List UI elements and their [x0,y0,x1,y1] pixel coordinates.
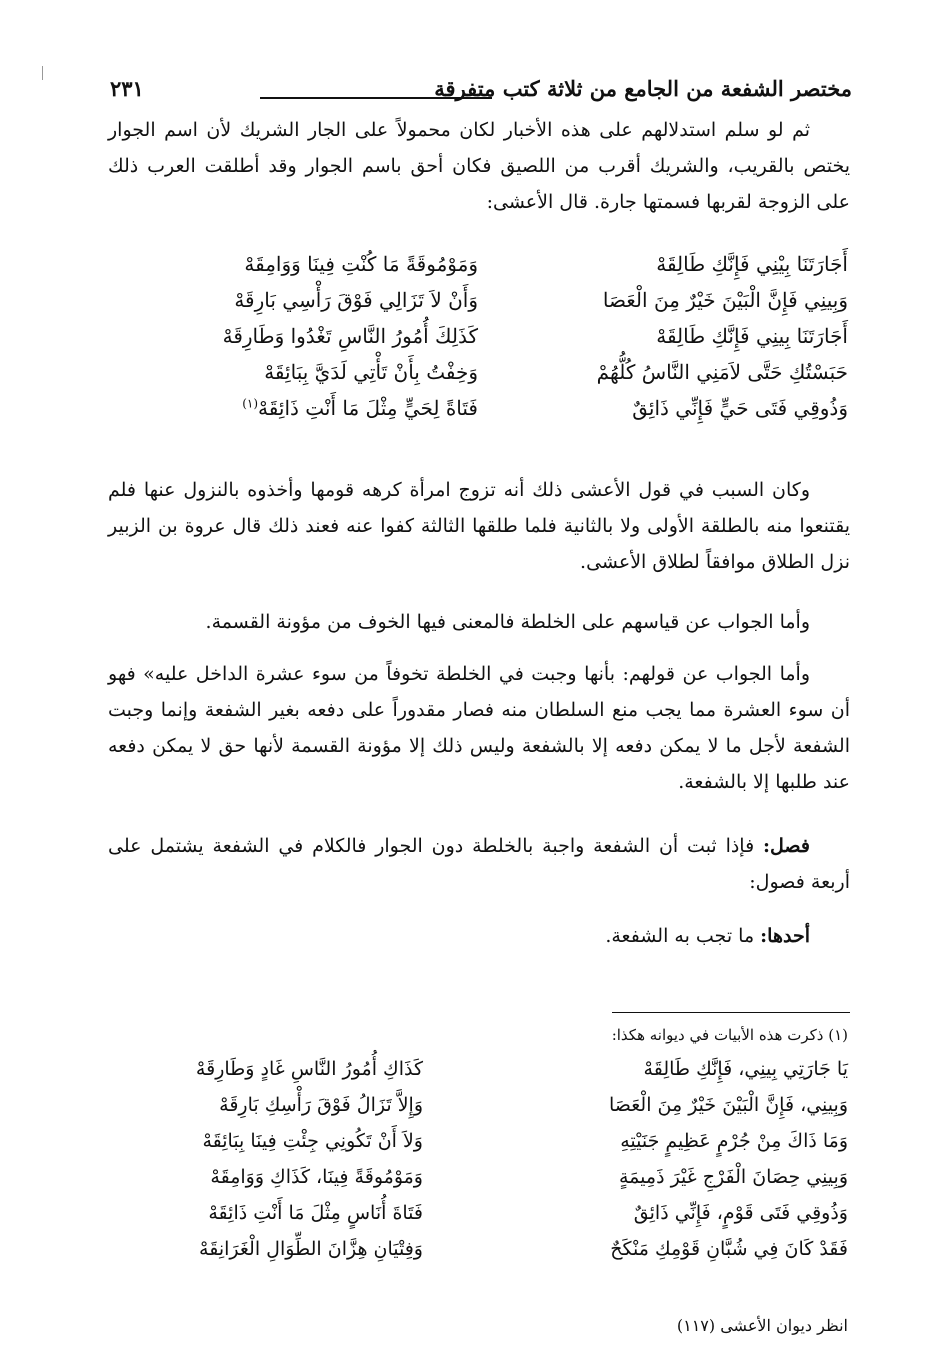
poem-verse [158,324,848,360]
poem-verse [158,360,848,396]
footnote-hemistich-first: وَبِينِي، فَإِنَّ الْبَيْنَ خَيْرٌ مِنَ الْعَصَا [608,1094,848,1116]
paragraph-1: ثم لو سلم استدلالهم على هذه الأخبار لكان محمولاً على الجار الشريك لأن اسم الجوار يختص بالقريب، والشريك أقرب من اللصيق فكان أحق باسم الجوار وقد أطلقت العرب ذلك على الزوجة لقربها فسمتها جارة. قال الأعشى: [108,119,850,213]
footnote-hemistich-second: فَتَاةَ أُنَاسٍ مِثْلَ مَا أَنْتِ ذَائِقَهْ [208,1202,423,1224]
page-number: ٢٣١ [110,76,144,101]
poem-hemistich-second: وَأَنْ لاَ تَزَالِي فَوْقَ رَأْسِي بَارِقَهْ [234,288,478,312]
footnote-verse [78,1094,848,1130]
poem-hemistich-first: حَبَسْتُكِ حَتَّى لاَمَنِي النَّاسُ كُلُّهُمْ [596,360,848,384]
poem-hemistich-second [158,396,478,420]
footnote-hemistich-first: وَذُوقِي فَتَى قَوْمٍ، فَإِنِّي ذَائِقٌ [633,1202,848,1224]
paragraph-4: وأما الجواب عن قولهم: بأنها وجبت في الخلطة تخوفاً من سوء عشرة الداخل عليه» فهو أن سوء العشرة مما يجب منع السلطان منه فصار مقدوراً على دفعه بغير الشفعة وإنما وجبت الشفعة لأجل ما لا يمكن دفعه إلا بالشفعة وليس ذلك إلا مؤونة القسمة لأنها حق لا يمكن دفعه عند طلبها إلا بالشفعة. [108,663,850,793]
footnote-intro: (١) ذكرت هذه الأبيات في ديوانه هكذا: [611,1026,848,1044]
footnote-verse [78,1058,848,1094]
paragraph-3: وأما الجواب عن قياسهم على الخلطة فالمعنى فيها الخوف من مؤونة القسمة. [205,611,810,633]
running-title: مختصر الشفعة من الجامع من ثلاثة كتب متفرقة [434,76,852,101]
footnote-reference[interactable]: (١) [242,396,259,411]
footnote-hemistich-first: وَبِينِي حِصَانَ الْفَرْجِ غَيْرَ ذَمِيمَةٍ [618,1166,848,1188]
footnote-hemistich-second: وَمَوْمُوقَةً فِينَا، كَذَاكِ وَوَامِقَهْ [210,1166,423,1188]
footnote-hemistich-second: وَلاَ أَنْ تَكُونِي جِئْتِ فِينَا بِبَائِقَهْ [202,1130,423,1152]
section-heading: فصل: [763,835,810,857]
poem-hemistich-second: وَمَوْمُوقَةً مَا كُنْتِ فِينَا وَوَامِقَهْ [244,252,478,276]
poem-hemistich-first: أَجَارَتَنَا بِينِي فَإِنَّكِ طَالِقَهْ [656,324,848,348]
poem-hemistich-first: وَبِينِي فَإِنَّ الْبَيْنَ خَيْرٌ مِنَ الْعَصَا [602,288,848,312]
paragraph-2: وكان السبب في قول الأعشى ذلك أنه تزوج امرأة كرهه قومها وأخذوه بالنزول عنها فلم يقتنعوا منه بالطلقة الأولى ولا بالثانية فلما طلقها الثالثة كفوا عنه فعند ذلك قال عروة بن الزبير نزل الطلاق موافقاً لطلاق الأعشى. [108,479,850,573]
footnote-hemistich-second: كَذَاكِ أُمُورُ النَّاسِ غَادٍ وَطَارِقَهْ [195,1058,423,1080]
footnote-verse [78,1238,848,1274]
paragraph-6-text: ما تجب به الشفعة. [605,925,761,947]
header-rule [260,97,492,99]
footnote-hemistich-first: وَمَا ذَاكَ مِنْ جُرْمٍ عَظِيمٍ جَنَيْتِهِ [620,1130,848,1152]
footnote-source: انظر ديوان الأعشى (١١٧) [676,1316,848,1335]
footnote-verse [78,1202,848,1238]
poem-verse [158,396,848,432]
footnote-poem [78,1058,848,1274]
item-heading: أحدها: [760,925,810,947]
poem-hemistich-first: وَذُوقِي فَتَى حَيٍّ فَإِنِّي ذَائِقٌ [632,396,848,420]
footnote-hemistich-second: وَإِلاَّ تَزَالُ فَوْقَ رَأْسِكِ بَارِقَهْ [219,1094,423,1116]
main-poem [158,252,848,432]
poem-verse [158,252,848,288]
footnote-verse [78,1166,848,1202]
paragraph-5-text: فإذا ثبت أن الشفعة واجبة بالخلطة دون الجوار فالكلام في الشفعة يشتمل على أربعة فصول: [108,835,850,893]
page-header [110,74,852,114]
poem-hemistich-text: فَتَاةً لِحَيٍّ مِثْلَ مَا أَنْتِ ذَائِقَهْ [258,396,478,420]
footnote-verse [78,1130,848,1166]
paragraph-6 [108,918,850,954]
footnote-hemistich-second: وَفِتْيَانِ هِزَّانَ الطِّوَالِ الْغَرَانِقَهْ [199,1238,423,1260]
poem-verse [158,288,848,324]
footnote-hemistich-first: فَقَدْ كَانَ فِي شُبَّانِ قَوْمِكِ مَنْكَحٌ [610,1238,848,1260]
poem-hemistich-first: أَجَارَتَنَا بِيْنِي فَإِنَّكِ طَالِقَهْ [656,252,848,276]
footnote-rule [612,1012,850,1013]
margin-mark [42,66,43,80]
paragraph-5 [108,828,850,900]
poem-hemistich-second: وَخِفْتُ بِأَنْ تَأْتِي لَدَيَّ بِبَائِقَهْ [264,360,478,384]
poem-hemistich-second: كَذَلِكَ أُمُورُ النَّاسِ تَغْدُوا وَطَارِقَهْ [222,324,478,348]
footnote-hemistich-first: يَا جَارَتِي بِينِي، فَإِنَّكِ طَالِقَهْ [643,1058,848,1080]
